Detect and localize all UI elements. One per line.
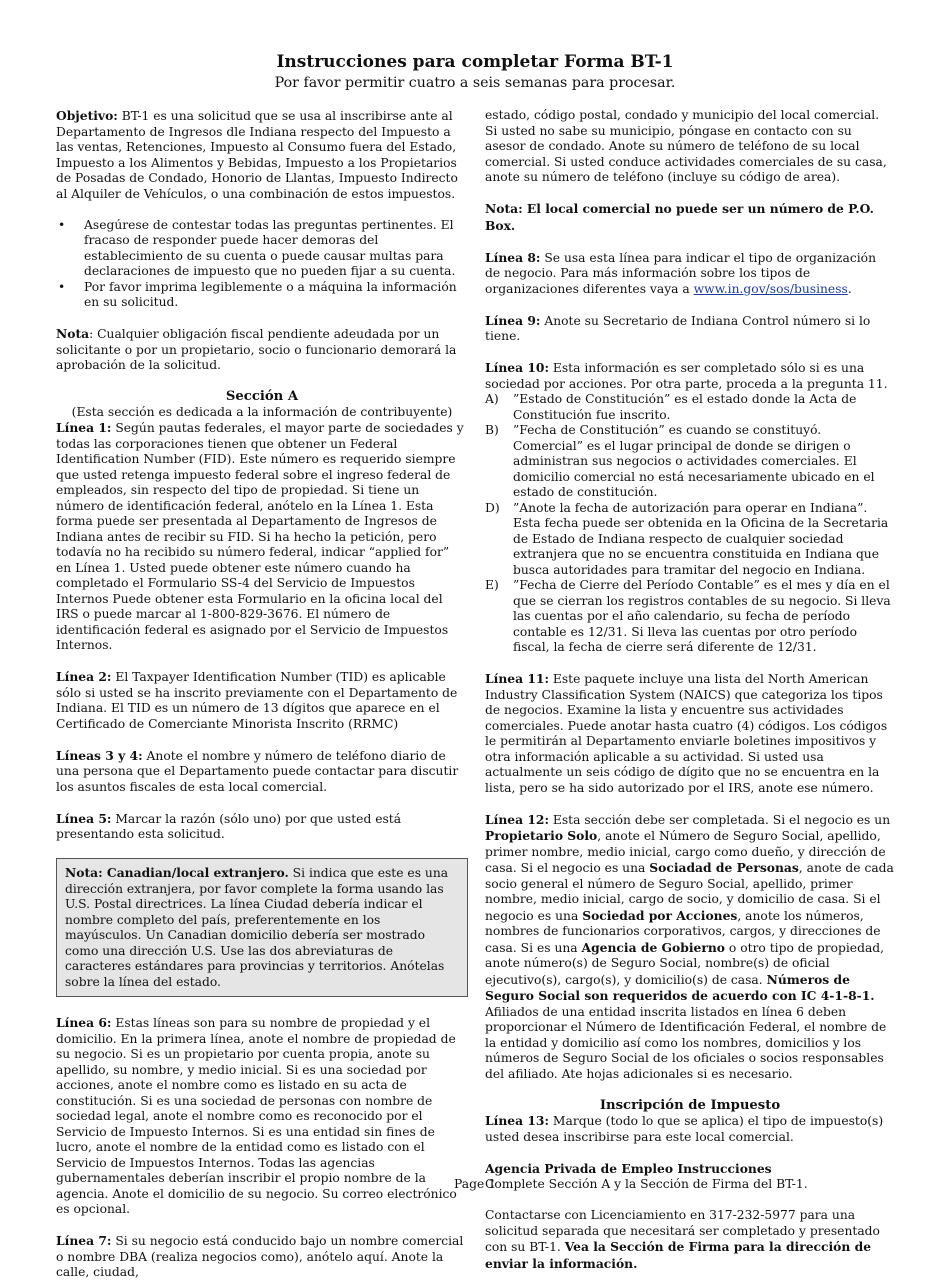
contactarse-bold: Vea la Sección de Firma para la dirección de enviar la información. — [485, 1239, 872, 1271]
agencia-heading — [485, 1161, 895, 1178]
pobox-note-text: Nota: El local comercial no puede ser un número de P.O. Box. — [485, 201, 874, 233]
linea13-paragraph — [485, 1113, 895, 1145]
linea7-paragraph — [56, 1233, 468, 1281]
linea5-text: Marcar la razón (sólo uno) por que usted está presentando esta solicitud. — [56, 811, 402, 841]
agencia-paragraph: Complete Sección A y la Sección de Firma del BT-1. — [485, 1177, 808, 1191]
linea10-item — [485, 501, 895, 579]
linea1-label: Línea 1: — [56, 420, 112, 435]
linea11-paragraph — [485, 671, 895, 796]
seccion-a-heading: Sección A — [225, 389, 299, 404]
item-text: ”Fecha de Constitución” es cuando se constituyó. Comercial” es el lugar principal de donde se dirigen o administran sus negocios o actividades comerciales. El domicilio comercial no está necesariamente ubicado en el estado de constitución. — [513, 423, 875, 499]
page-number: Page 1 — [454, 1177, 496, 1191]
linea10-text: Esta información es ser completado sólo si es una sociedad por acciones. Por otra parte, proceda a la pregunta 11. — [485, 361, 888, 391]
bullet-icon: • — [58, 279, 66, 294]
linea7-continuation: estado, código postal, condado y municipio del local comercial. Si usted no sabe su municipio, póngase en contacto con su asesor de condado. Anote su número de teléfono de su local comercial. Si usted conduce actividades comerciales de su casa, anote su número de teléfono (incluye su código de area). — [485, 108, 887, 184]
linea9-paragraph — [485, 313, 895, 345]
item-text: ”Estado de Constitución” es el estado donde la Acta de Constitución fue inscrito. — [513, 392, 857, 422]
contactarse-paragraph — [485, 1208, 895, 1272]
linea2-paragraph — [56, 669, 468, 732]
linea1-text: Según pautas federales, el mayor parte de sociedades y todas las corporaciones tienen que obtener un Federal Identification Number (FID). Este número es requerido siempre que usted retenga impuesto federal sobre el ingreso federal de empleados, sin respecto del tipo de propiedad. Si tiene un número de identificación federal, anótelo en la Línea 1. Esta forma puede ser presentada al Departamento de Ingresos de Indiana antes de recibir su FID. Si ha hecho la petición, pero todavía no ha recibido su número federal, indicar “applied for” en Línea 1. Usted puede obtener este número cuando ha completado el Formulario SS-4 del Servicio de Impuestos Internos Puede obtener esta Formulario en la oficina local del IRS o puede marcar al 1-800-829-3676. El número de identificación federal es asignado por el Servicio de Impuestos Internos. — [56, 421, 464, 652]
linea13-text: Marque (todo lo que se aplica) el tipo de impuesto(s) usted desea inscribirse para este local comercial. — [485, 1114, 884, 1144]
linea10-list — [485, 392, 895, 656]
lineas34-text: Anote el nombre y número de teléfono diario de una persona que el Departamento puede contactar para discutir los asuntos fiscales de esta local comercial. — [56, 748, 459, 794]
linea5-paragraph — [56, 811, 468, 843]
objetivo-text: BT-1 es una solicitud que se usa al inscribirse ante al Departamento de Ingresos dle Indiana respecto del Impuesto a las ventas, Retenciones, Impuesto al Consumo fuera del Estado, Impuesto a los Alimentos y Bebidas, Impuesto a los Propietarios de Posadas de Condado, Honorio de Llantas, Impuesto Indirecto al Alquiler de Vehículos, o una combinación de estos impuestos. — [56, 109, 458, 201]
lineas34-label: Líneas 3 y 4: — [56, 747, 143, 763]
linea8-text: Se usa esta línea para indicar el tipo de organización de negocio. Para más información sobre los tipos de organizaciones diferentes vaya a — [485, 250, 877, 296]
contactarse-text: Contactarse con Licenciamiento en 317-232-5977 para una solicitud separada que necesitará ser completado y presentado con su BT-1. — [485, 1208, 880, 1254]
linea13-label: Línea 13: — [485, 1113, 549, 1128]
bullet-item — [56, 218, 468, 280]
inscripcion-heading: Inscripción de Impuesto — [599, 1097, 781, 1113]
objetivo-label: Objetivo: — [56, 108, 118, 123]
linea12-text: , anote el Número de Seguro Social, apellido, primer nombre, medio inicial, cargo como dueño, y dirección de casa. Si el negocio es una — [485, 829, 886, 875]
linea11-label: Línea 11: — [485, 671, 549, 686]
linea12-text: Esta sección debe ser completada. Si el negocio es un — [548, 812, 891, 827]
lineas34-paragraph — [56, 748, 468, 796]
sos-business-link[interactable]: www.in.gov/sos/business — [693, 281, 848, 296]
linea10-item — [485, 392, 895, 423]
bullet-item — [56, 280, 468, 311]
linea1-paragraph — [56, 420, 468, 654]
linea8-label: Línea 8: — [485, 249, 541, 265]
linea12-text: , anote de cada socio general el número de Seguro Social, apellido, primer nombre, medio inicial, cargo de socio, y domicilio de casa. Si el negocio es una — [485, 861, 894, 923]
item-text: ”Fecha de Cierre del Período Contable” es el mes y día en el que se cierran los registros contables de su negocio. Si lleva las cuentas por el año calendario, su fecha de período contable es 12/31. Si lleva las cuentas por otro período fiscal, la fecha de cierre será diferente de 12/31. — [513, 578, 891, 654]
linea12-label: Línea 12: — [485, 811, 549, 827]
nota-paragraph — [56, 326, 468, 374]
linea10-label: Línea 10: — [485, 360, 549, 375]
canadian-note-label: Nota: Canadian/local extranjero. — [65, 865, 289, 880]
page-title: Instrucciones para completar Forma BT-1 — [276, 52, 674, 72]
item-text: ”Anote la fecha de autorización para operar en Indiana”. Esta fecha puede ser obtenida en la Oficina de la Secretaria de Estado de Indiana respecto de cualquier sociedad extranjera que no se encuentra constituida en Indiana que busca autoridades para tramitar del negocio en Indiana. — [513, 500, 889, 577]
item-letter: A) — [485, 392, 499, 406]
linea9-text: Anote su Secretario de Indiana Control número si lo tiene. — [485, 313, 871, 343]
linea12-bold: Sociedad por Acciones — [582, 907, 738, 923]
nota-label: Nota — [56, 326, 90, 341]
item-letter: D) — [485, 500, 500, 515]
linea6-text: Estas líneas son para su nombre de propiedad y el domicilio. En la primera línea, anote el nombre de propiedad de su negocio. Si es un propietario por cuenta propia, anote su apellido, su nombre, y medio inicial. Si es una sociedad por acciones, anote el nombre como es listado en su acta de constitución. Si es una sociedad de personas con nombre de sociedad legal, anote el nombre como es reconocido por el Servicio de Impuesto Internos. Si es una entidad sin fines de lucro, anote el nombre de la entidad como es listado con el Servicio de Impuestos Internos. Todas las agencias gubernamentales deberían inscribir el propio nombre de la agencia. Anote el domicilio de su negocio. Su correo electrónico es opcional. — [56, 1016, 457, 1216]
linea7-label: Línea 7: — [56, 1233, 112, 1248]
linea10-item — [485, 578, 895, 656]
left-column — [56, 108, 468, 1281]
linea12-paragraph — [485, 812, 895, 1083]
linea11-text: Este paquete incluye una lista del North American Industry Classification System (NAICS) que categoriza los tipos de negocios. Examine la lista y encuentre sus actividades comerciales. Puede anotar hasta cuatro (4) códigos. Los códigos le permitirán al Departamento enviarle boletines impositivos y otra información aplicable a su actividad. Si usted usa actualmente un seis código de dígito que no se encuentra en la lista, pero se ha sido autorizado por el IRS, anote ese número. — [485, 672, 888, 795]
linea12-text: , anote los números, nombres de funcionarios corporativos, cargos, y direcciones de casa. Si es una — [485, 908, 881, 955]
seccion-a-subheading: (Esta sección es dedicada a la información de contribuyente) — [71, 404, 453, 419]
linea6-label: Línea 6: — [56, 1015, 112, 1030]
item-letter: E) — [485, 578, 499, 592]
right-column — [485, 108, 895, 1288]
linea5-label: Línea 5: — [56, 810, 112, 826]
item-letter: B) — [485, 423, 499, 437]
pobox-note — [485, 201, 895, 234]
linea9-label: Línea 9: — [485, 312, 541, 328]
bullet-list — [56, 218, 468, 311]
linea2-label: Línea 2: — [56, 669, 112, 684]
linea8-paragraph — [485, 250, 895, 298]
linea10-paragraph — [485, 360, 895, 392]
linea12-bold: Propietario Solo — [485, 828, 598, 843]
linea12-text: Afiliados de una entidad inscrita listados en línea 6 deben proporcionar el Número de Identificación Federal, el nombre de la entidad y domicilio así como los nombres, domicilios y los números de Seguro Social de los oficiales o socios responsables del afiliado. Ate hojas adicionales si es necesario. — [485, 1004, 887, 1081]
objetivo-paragraph — [56, 108, 468, 202]
linea12-bold: Sociadad de Personas — [649, 860, 799, 875]
linea12-bold: Números de Seguro Social son requeridos de acuerdo con IC 4-1-8-1. — [485, 971, 875, 1003]
nota-text: : Cualquier obligación fiscal pendiente adeudada por un solicitante o por un propietario, socio o funcionario demorará la aprobación de la solicitud. — [56, 327, 457, 372]
bullet-text: Por favor imprima legiblemente o a máquina la información en su solicitud. — [84, 279, 457, 309]
linea2-text: El Taxpayer Identification Number (TID) es aplicable sólo si usted se ha inscrito previamente con el Departamento de Indiana. El TID es un número de 13 dígitos que aparece en el Certificado de Comerciante Minorista Inscrito (RRMC) — [56, 670, 458, 731]
canadian-note-box — [56, 858, 468, 997]
linea8-after: . — [847, 281, 852, 296]
page-subtitle: Por favor permitir cuatro a seis semanas para procesar. — [274, 75, 676, 91]
linea12-bold: Agencia de Gobierno — [581, 939, 725, 955]
linea12-text: o otro tipo de propiedad, anote número(s) de Seguro Social, nombre(s) de oficial ejecutivo(s), cargo(s), y domicilio(s) de casa. — [485, 940, 885, 987]
linea10-item — [485, 423, 895, 501]
bullet-text: Asegúrese de contestar todas las preguntas pertinentes. El fracaso de responder puede hacer demoras del establecimiento de su cuenta o puede causar multas para declaraciones de impuesto que no pueden fijar a su cuenta. — [84, 217, 456, 278]
agencia-title: Agencia Privada de Empleo Instrucciones — [485, 1160, 772, 1176]
canadian-note-text: Si indica que este es una dirección extranjera, por favor complete la forma usando las U.S. Postal directrices. La línea Ciudad debería indicar el nombre completo del país, preferentemente en los mayúsculos. Un Canadian domicilio debería ser mostrado como una dirección U.S. Use las dos abreviaturas de caracteres estándares para provincias y territorios. Anótelas sobre la línea del estado. — [65, 866, 449, 989]
linea7-text: Si su negocio está conducido bajo un nombre comercial o nombre DBA (realiza negocios como), anótelo aquí. Anote la calle, ciudad, — [56, 1234, 464, 1279]
bullet-icon: • — [58, 217, 66, 232]
